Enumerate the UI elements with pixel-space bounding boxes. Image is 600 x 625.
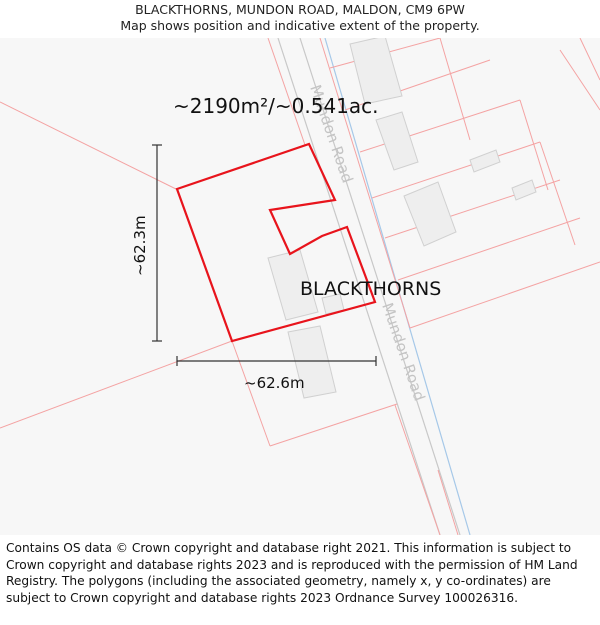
map-title: BLACKTHORNS, MUNDON ROAD, MALDON, CM9 6PW	[135, 2, 465, 17]
building	[512, 180, 536, 200]
height-dimension	[152, 145, 162, 341]
map-canvas[interactable]	[0, 38, 600, 535]
map-subtitle: Map shows position and indicative extent of the property.	[120, 18, 480, 33]
road-label-lower: Mundon Road	[378, 300, 429, 404]
road-label-upper: Mundon Road	[306, 82, 357, 186]
height-label: ~62.3m	[131, 215, 149, 276]
property-label: BLACKTHORNS	[300, 278, 442, 300]
building	[376, 112, 418, 170]
map-header	[0, 0, 600, 38]
area-label: ~2190m²/~0.541ac.	[173, 94, 379, 118]
width-dimension	[177, 356, 376, 366]
building	[404, 182, 456, 246]
width-label: ~62.6m	[244, 374, 305, 392]
copyright-notice: Contains OS data © Crown copyright and database right 2021. This information is subject to Crown copyright and database rights 2023 and is reproduced with the permission of HM Land Registry. The polygons (including the associated geometry, namely x, y co-ordinates) are subject to Crown copyright and database rights 2023 Ordnance Survey 100026316.	[6, 541, 578, 605]
building	[470, 150, 500, 172]
